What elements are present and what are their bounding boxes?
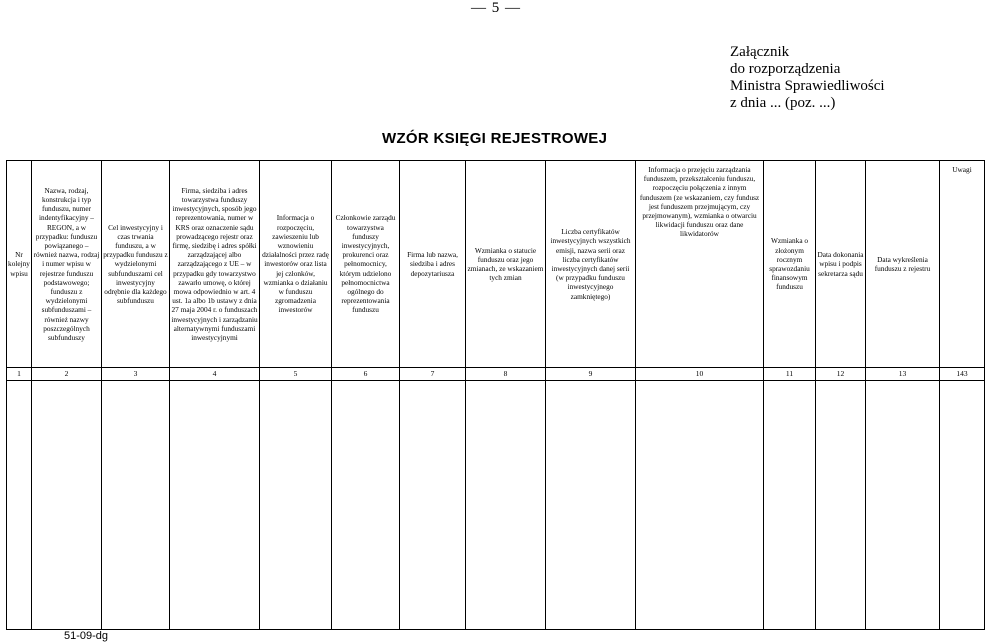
column-number: 4 xyxy=(170,368,260,381)
column-number-row xyxy=(7,368,985,381)
page-title: WZÓR KSIĘGI REJESTROWEJ xyxy=(382,130,608,147)
entry-cell xyxy=(466,381,546,630)
entry-cell xyxy=(260,381,332,630)
header-cell-fund-name: Nazwa, rodzaj, konstrukcja i typ funduszu, numer indentyfikacyjny – REGON, a w przypadku: funduszu powiązanego – również nazwa, rodzaj i numer wpisu w rejestrze funduszu podstawowego; funduszu z wydzielonymi subfunduszami – również nazwy poszczególnych subfunduszy xyxy=(32,161,102,368)
header-cell-depositary: Firma lub nazwa, siedziba i adres depozytariusza xyxy=(400,161,466,368)
entry-cell xyxy=(102,381,170,630)
entry-cell xyxy=(32,381,102,630)
header-cell-remarks: Uwagi xyxy=(940,161,985,368)
entry-cell xyxy=(332,381,400,630)
column-number: 6 xyxy=(332,368,400,381)
header-cell-statute: Wzmianka o statucie funduszu oraz jego zmianach, ze wskazaniem tych zmian xyxy=(466,161,546,368)
header-cell-board-members: Członkowie zarządu towarzystwa funduszy inwestycyjnych, prokurenci oraz pełnomocnicy, którym udzielono pełnomocnictwa ogólnego do reprezentowania funduszu xyxy=(332,161,400,368)
entry-cell xyxy=(546,381,636,630)
entry-cell xyxy=(400,381,466,630)
column-number: 5 xyxy=(260,368,332,381)
document-code: 51-09-dg xyxy=(64,630,109,642)
entry-cell xyxy=(636,381,764,630)
entry-cell xyxy=(816,381,866,630)
header-cell-management-company: Firma, siedziba i adres towarzystwa funduszy inwestycyjnych, sposób jego reprezentowania, numer w KRS oraz oznaczenie sądu prowadzącego rejestr oraz firmę, siedzibę i adres spółki zarządzającej albo zarządzającego z UE – w przypadku gdy towarzystwo zawarło umowę, o której mowa odpowiednio w art. 4 ust. 1a albo 1b ustawy z dnia 27 maja 2004 r. o funduszach inwestycyjnych i zarządzaniu alternatywnymi funduszami inwestycyjnymi xyxy=(170,161,260,368)
header-cell-takeover-liquidation: Informacja o przejęciu zarządzania funduszem, przekształceniu funduszu, rozpoczęciu połączenia z innym funduszem (ze wskazaniem, czy fundusz jest funduszem przejmującym, czy przejmowanym), wzmianka o otwarciu likwidacji funduszu oraz dane likwidatorów xyxy=(636,161,764,368)
entry-cell xyxy=(7,381,32,630)
annex-header: Załącznik do rozporządzenia Ministra Sprawiedliwości z dnia ... (poz. ...) xyxy=(730,44,885,111)
empty-entry-row xyxy=(7,381,985,630)
column-number: 1 xyxy=(7,368,32,381)
column-number: 3 xyxy=(102,368,170,381)
header-cell-certificates: Liczba certyfikatów inwestycyjnych wszystkich emisji, nazwa serii oraz liczba certyfikatów inwestycyjnych danej serii (w przypadku funduszu inwestycyjnego zamkniętego) xyxy=(546,161,636,368)
column-number: 8 xyxy=(466,368,546,381)
entry-cell xyxy=(764,381,816,630)
column-number: 7 xyxy=(400,368,466,381)
entry-cell xyxy=(170,381,260,630)
header-cell-nr: Nr kolejny wpisu xyxy=(7,161,32,368)
column-number: 9 xyxy=(546,368,636,381)
column-number: 12 xyxy=(816,368,866,381)
entry-cell xyxy=(866,381,940,630)
column-number: 2 xyxy=(32,368,102,381)
header-cell-annual-report: Wzmianka o złożonym rocznym sprawozdaniu finansowym funduszu xyxy=(764,161,816,368)
header-row xyxy=(7,161,985,368)
header-cell-removal-date: Data wykreślenia funduszu z rejestru xyxy=(866,161,940,368)
column-number: 10 xyxy=(636,368,764,381)
header-cell-entry-date: Data dokonania wpisu i podpis sekretarza sądu xyxy=(816,161,866,368)
column-number: 143 xyxy=(940,368,985,381)
column-number: 11 xyxy=(764,368,816,381)
entry-cell xyxy=(940,381,985,630)
header-cell-investment-goal: Cel inwestycyjny i czas trwania funduszu, a w przypadku funduszu z wydzielonymi subfunduszami cel inwestycyjny odrębnie dla każdego subfunduszu xyxy=(102,161,170,368)
column-number: 13 xyxy=(866,368,940,381)
page-number: — 5 — xyxy=(471,0,521,16)
header-cell-investor-council: Informacja o rozpoczęciu, zawieszeniu lub wznowieniu działalności przez radę inwestorów oraz lista jej członków, wzmianka o działaniu w funduszu zgromadzenia inwestorów xyxy=(260,161,332,368)
registry-table xyxy=(6,160,985,630)
